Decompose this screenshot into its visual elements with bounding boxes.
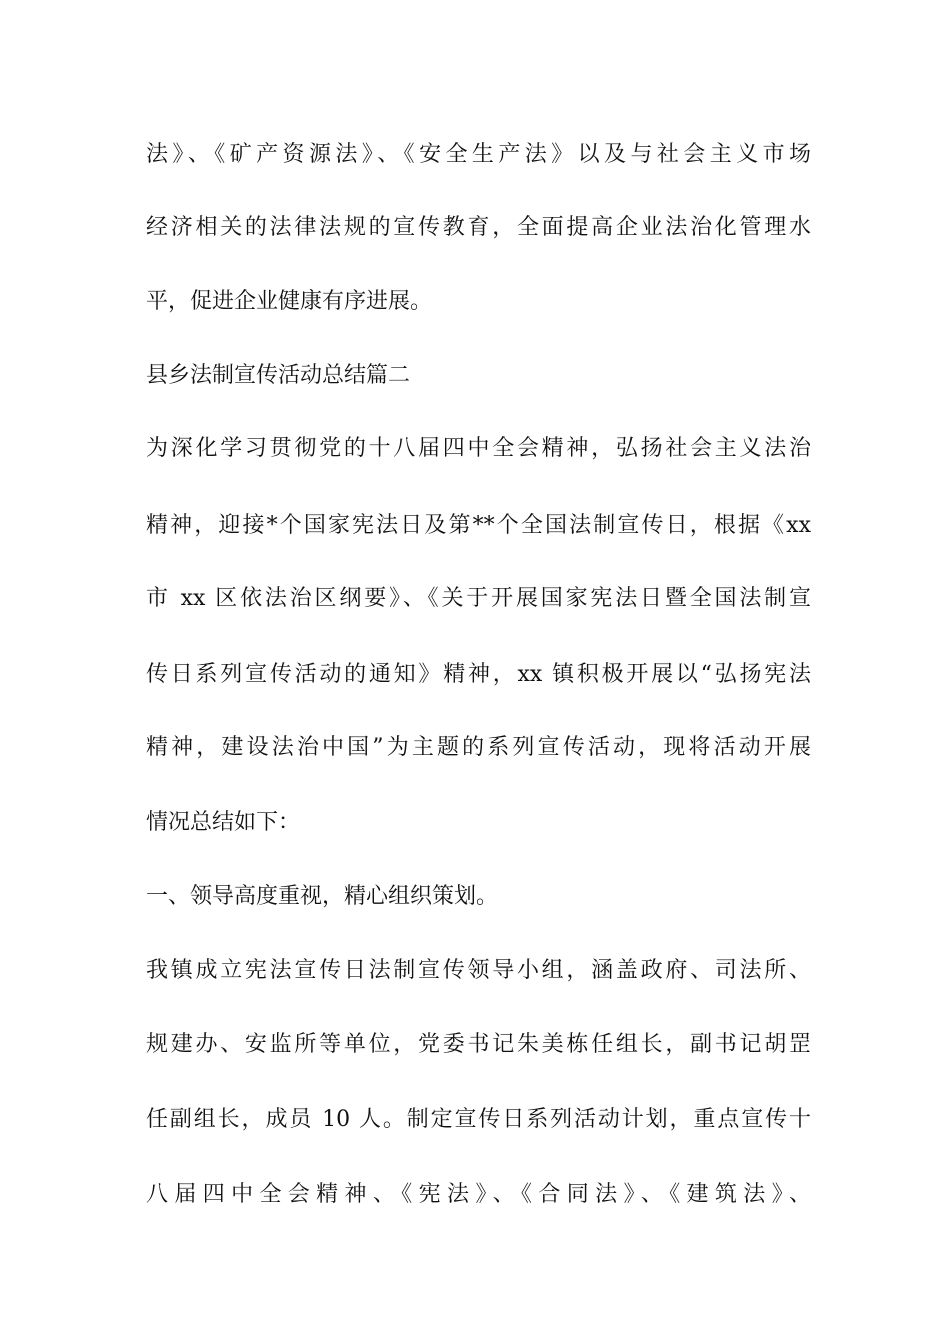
text-line: 传日系列宣传活动的通知》精神，xx 镇积极开展以“弘扬宪法 — [146, 662, 811, 687]
text-line: 任副组长，成员 10 人。制定宣传日系列活动计划，重点宣传十 — [146, 1107, 811, 1132]
text-line: 精神，迎接*个国家宪法日及第**个全国法制宣传日，根据《xx — [146, 513, 811, 538]
text-line: 八届四中全会精神、《宪法》、《合同法》、《建筑法》、 — [146, 1182, 811, 1207]
text-line: 我镇成立宪法宣传日法制宣传领导小组，涵盖政府、司法所、 — [146, 958, 811, 983]
text-line: 市 xx 区依法治区纲要》、《关于开展国家宪法日暨全国法制宣 — [146, 586, 811, 611]
text-line: 平，促进企业健康有序进展。 — [146, 289, 433, 314]
text-line: 规建办、安监所等单位，党委书记朱美栋任组长，副书记胡罡 — [146, 1032, 811, 1057]
text-line: 精神，建设法治中国”为主题的系列宣传活动，现将活动开展 — [146, 735, 811, 760]
section-heading: 一、领导高度重视，精心组织策划。 — [146, 884, 499, 909]
text-line: 为深化学习贯彻党的十八届四中全会精神，弘扬社会主义法治 — [146, 436, 811, 461]
text-line: 法》、《矿产资源法》、《安全生产法》以及与社会主义市场 — [146, 142, 811, 167]
text-line: 情况总结如下： — [146, 810, 301, 835]
text-line: 经济相关的法律法规的宣传教育，全面提高企业法治化管理水 — [146, 215, 811, 240]
section-heading: 县乡法制宣传活动总结篇二 — [146, 363, 411, 388]
